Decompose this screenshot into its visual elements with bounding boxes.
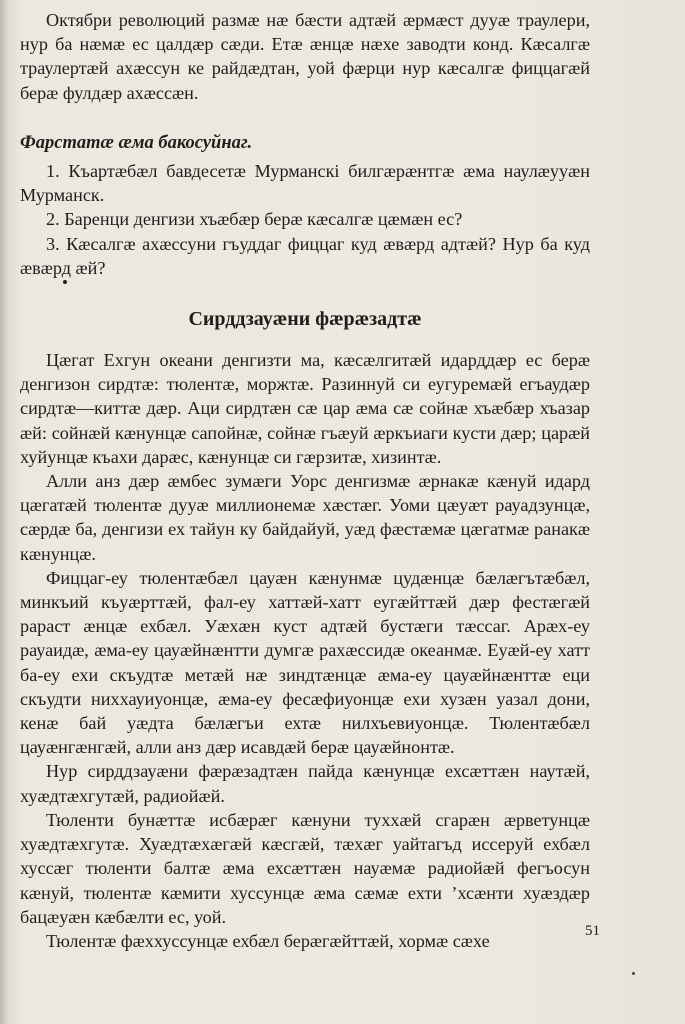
questions-heading: Фарстатæ æма бакосуйнаг. [20,132,253,153]
question-1: 1. Къартæбæл бавдесетæ Мурманскi билгæрæнтгæ æма наулæууæн Мурманск. [20,161,590,206]
section-paragraph-3: Фиццаг-еу тюлентæбæл цауæн кæнунмæ цудæнцæ бæлæгътæбæл, минкъий къуæрттæй, фал-еу хаттæй-хатт еугæйттæй дæр фестæгæй рараст æнцæ ехбæл. Уæхæн куст адтæй бустæги тæссаг. Арæх-еу рауаидæ, æма-еу цауæйнæнтти думгæ рахæссидæ океанмæ. Еуæй-еу хатт ба-еу ехи скъудтæ метæй нæ зиндтæнцæ æма-еу цауæйнæнттæ еци скъудти ниххауиуонцæ, æма-еу фесæфиуонцæ ехи хузæн уазал дони, кенæ бай уæдта бæлæгъи ехтæ нилхъевиуонцæ. Тюлентæбæл цауæнгæнгæй, алли анз дæр исавдæй берæ цауæйнонтæ. [20,567,590,758]
page-number: 51 [585,923,600,939]
question-2: 2. Баренци денгизи хъæбæр берæ кæсалгæ цæмæн ес? [46,209,463,230]
print-speck [632,972,635,975]
question-3: 3. Кæсалгæ ахæссуни гъуддаг фиццаг куд æвæрд адтæй? Нур ба куд æвæрд æй? [20,233,590,278]
section-paragraph-5: Тюленти бунæттæ исбæрæг кæнуни туххæй сгарæн æрветунцæ хуæдтæхгутæ. Хуæдтæхæгæй кæсгæй, тæхæг уайтагъд иссеруй ехбæл хуссæг тюленти балтæ æма ехсæттæн науæмæ радиойæй фегъосун кæнуй, тюлентæ кæмити хуссунцæ æма сæмæ ехти ’хсæнти хуæздæр бацæуæн кæбæлти ес, уой. [20,809,590,927]
section-paragraph-2: Алли анз дæр æмбес зумæги Уорс денгизмæ æрнакæ кæнуй идард цæгатæй тюлентæ дууæ миллионемæ хæстæг. Уоми цæуæт рауадзунцæ, сæрдæ ба, денгизи ех тайун ку байдайуй, уæд фæстæмæ цæгатмæ ранакæ кæнунцæ. [20,471,590,564]
section-paragraph-1: Цæгат Ехгун океани денгизти ма, кæсæлгитæй идарддæр ес берæ денгизон сирдтæ: тюлентæ, моржтæ. Разиннуй си еугуремæй егъаудæр сирдтæ—киттæ дæр. Аци сирдтæн сæ цар æма сæ сойнæ хъæбæр хъазар æй: сойнæй кæнунцæ сапойнæ, сойнæ гъæуй æркъиаги кусти дæр; царæй хуйунцæ къахи дарæс, кæнунцæ си гæрзитæ, хизинтæ. [20,350,590,467]
section-paragraph-6: Тюлентæ фæххуссунцæ ехбæл берæгæйттæй, хормæ сæхе [46,930,490,951]
intro-paragraph: Октябри революций размæ нæ бæсти адтæй æрмæст дууæ траулери, нур ба нæмæ ес цалдæр сæди. Етæ æнцæ нæхе заводти конд. Кæсалгæ траулертæй ахæссун ке райдæдтан, уой фæрци нур кæсалгæ фиццагæй берæ фулдæр ахæссæн. [20,10,590,103]
print-dot [63,280,67,284]
page-text [20,8,590,953]
section-title: Сирддзауæни фæрæзадтæ [188,308,422,331]
section-paragraph-4: Нур сирддзауæни фæрæзадтæн пайда кæнунцæ ехсæттæн наутæй, хуæдтæхгутæй, радиойæй. [20,761,590,806]
